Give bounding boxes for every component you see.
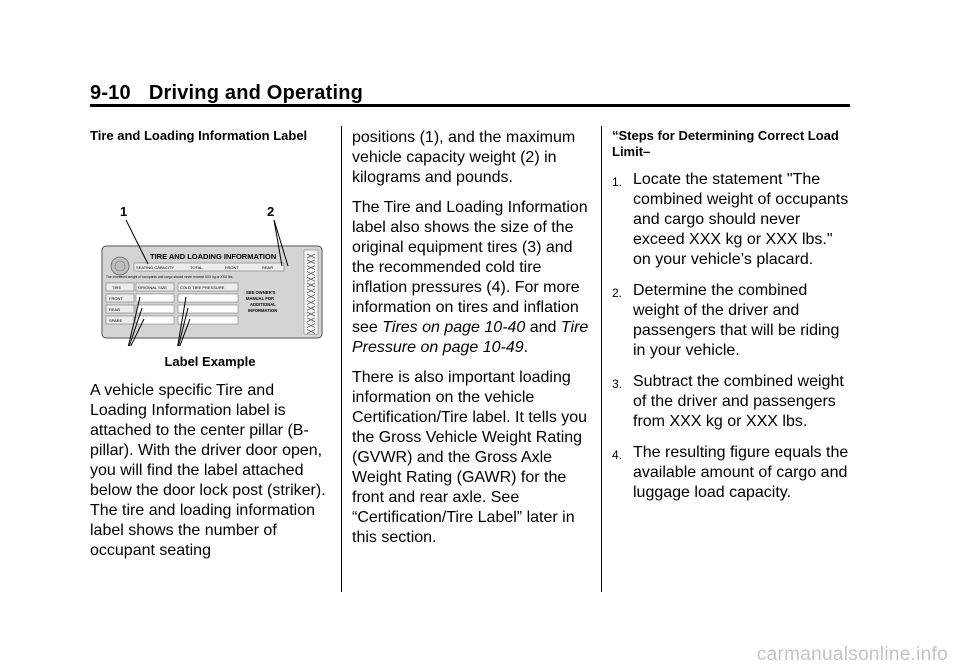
tire-label-diagram [90,156,330,346]
step-text: Determine the combined weight of the driver and passengers that will be riding in your vehicle. [633,282,840,359]
size-cell-front [136,294,174,302]
seating-capacity-label: SEATING CAPACITY [136,265,175,270]
original-size-header: ORIGINAL SIZE [138,285,167,290]
column-2 [352,128,592,558]
see-owners-1: SEE OWNER'S [246,290,276,295]
callout-1: 1 [120,204,128,219]
column-divider-1 [341,126,342,592]
row-front: FRONT [109,296,123,301]
step-number: 1. [612,175,623,189]
combined-weight-text: The combined weight of occupants and cargo should never exceed XXX kg or XXX lbs. [106,275,234,279]
steps-subhead: “Steps for Determining Correct Load Limit– [612,128,839,159]
step-text: The resulting figure equals the available amount of cargo and luggage load capacity. [633,444,849,501]
col2-p2-text-end: . [523,339,529,356]
col2-p2-text-mid: and [525,319,561,336]
barcode-strip [304,250,318,334]
pressure-cell-spare [178,316,238,324]
column-1 [90,128,330,571]
row-spare: SPARE [109,318,123,323]
column-divider-2 [601,126,602,592]
figure-caption: Label Example [164,354,256,369]
link-tires[interactable]: Tires on page 10-40 [382,319,526,336]
col2-paragraph-2 [352,198,592,358]
page-number: 9-10 [90,82,131,104]
step-number: 4. [612,448,623,462]
see-owners-2: MANUAL FOR [246,296,275,301]
label-figure [90,156,330,346]
col1-paragraph: A vehicle specific Tire and Loading Information label is attached to the center pillar (B-pillar). With the driver door open, you will find the label attached below the door lock post (striker). The tire and loading information label shows the number of occupant seating [90,382,326,559]
step-text: Subtract the combined weight of the driver and passengers from XXX kg or XXX lbs. [633,373,844,430]
step-item [612,443,852,503]
front-label: FRONT [225,265,239,270]
tire-header: TIRE [112,285,122,290]
col2-paragraph-1: positions (1), and the maximum vehicle capacity weight (2) in kilograms and pounds. [352,129,576,186]
steps-list [612,170,852,503]
step-text: Locate the statement "The combined weight of occupants and cargo should never exceed XXX kg or XXX lbs." on your vehicle’s placard. [633,171,849,268]
pressure-cell-front [178,294,238,302]
col2-paragraph-3: There is also important loading information on the vehicle Certification/Tire label. It tells you the Gross Vehicle Weight Rating (GVWR) and the Gross Axle Weight Rating (GAWR) for the front and rear axle. See “Certification/Tire Label” later in this section. [352,369,588,546]
total-label: TOTAL [190,265,203,270]
cold-pressure-header: COLD TIRE PRESSURE [180,285,225,290]
rear-label: REAR [262,265,274,270]
step-item [612,372,852,432]
callout-2: 2 [267,204,275,219]
see-owners-3: ADDITIONAL [250,302,276,307]
section-title: Driving and Operating [148,82,364,104]
step-number: 2. [612,286,623,300]
step-item [612,170,852,270]
seal-icon [111,257,129,275]
step-number: 3. [612,377,623,391]
label-subhead: Tire and Loading Information Label [90,128,308,143]
link-tire-pressure[interactable]: Tire Pressure on page 10-49 [352,319,589,356]
step-item [612,281,852,361]
column-3 [612,128,852,514]
row-rear: REAR [109,307,121,312]
watermark: carmanualsonline.info [756,644,948,665]
header-rule [90,104,850,107]
see-owners-4: INFORMATION [248,308,278,313]
col2-p2-text-a: The Tire and Loading Information label also shows the size of the original equipment tires (3) and the recommended cold tire inflation pressures (4). For more information on tires and inflation see [352,199,588,336]
page-header [90,82,363,105]
label-title: TIRE AND LOADING INFORMATION [150,252,277,261]
